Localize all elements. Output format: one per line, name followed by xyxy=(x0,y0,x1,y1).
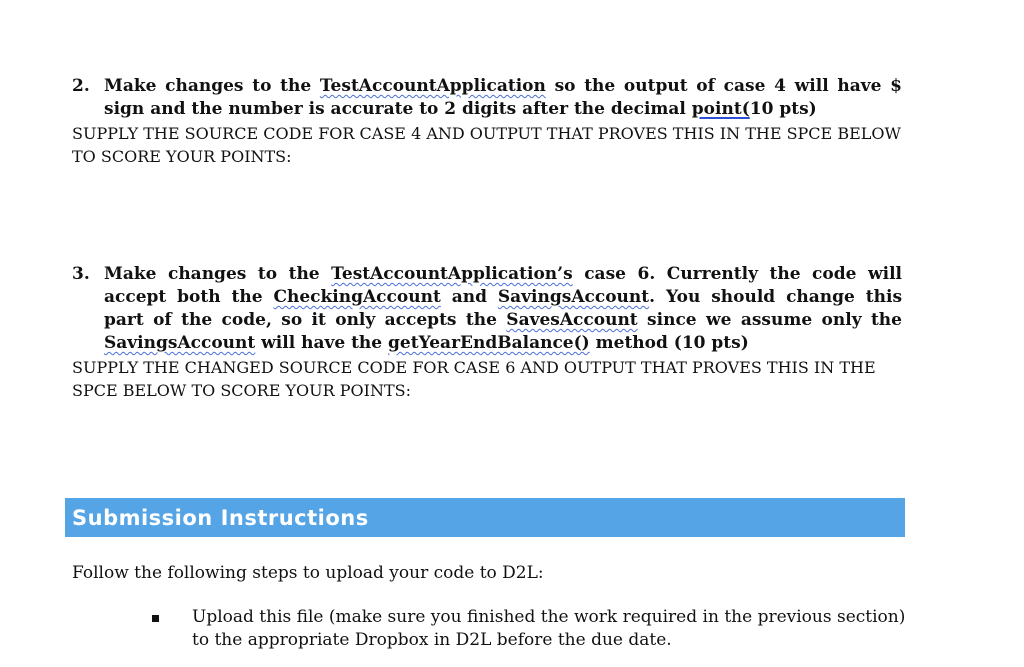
square-bullet-icon xyxy=(150,606,192,652)
q3-seg2: and xyxy=(440,287,498,307)
question-3-text xyxy=(104,263,902,355)
list-item xyxy=(150,606,910,652)
q2-tail-word: point( xyxy=(691,99,750,119)
question-2-text xyxy=(104,75,902,121)
submission-banner xyxy=(65,498,905,537)
question-3 xyxy=(72,263,902,402)
q3-seg5: will have the xyxy=(255,333,389,353)
q3-savings-account-2: SavingsAccount xyxy=(104,333,256,353)
submission-intro: Follow the following steps to upload your code to D2L: xyxy=(72,563,544,583)
q3-pre: Make changes to the xyxy=(104,264,332,284)
q3-seg6: method (10 pts) xyxy=(589,333,749,353)
q3-saves-account: SavesAccount xyxy=(506,310,638,330)
question-2 xyxy=(72,75,902,168)
q2-tail: 10 pts) xyxy=(749,99,817,119)
question-3-supply-instruction: SUPPLY THE CHANGED SOURCE CODE FOR CASE 6 AND OUTPUT THAT PROVES THIS IN THE SPCE BELOW TO SCORE YOUR POINTS: xyxy=(72,358,876,400)
bullet-text: Upload this file (make sure you finished the work required in the previous section) to the appropriate Dropbox in D2L before the due date. xyxy=(192,607,906,650)
q3-seg1: case 6. Currently the code will accept both the xyxy=(104,264,903,307)
q3-method-name: getYearEndBalance() xyxy=(388,333,590,353)
q3-seg3: . You should change this part of the code, so it only accepts the xyxy=(104,287,903,330)
question-2-number: 2. xyxy=(72,76,90,96)
q3-checking-account: CheckingAccount xyxy=(273,287,441,307)
q2-mid: so the output of case 4 will have $ sign and the number is accurate to 2 digits after the decimal xyxy=(104,76,902,119)
submission-title: Submission Instructions xyxy=(72,506,369,530)
q3-seg4: since we assume only the xyxy=(637,310,902,330)
q2-pre: Make changes to the xyxy=(104,76,320,96)
question-3-number: 3. xyxy=(72,264,90,284)
q3-savings-account-1: SavingsAccount xyxy=(497,287,650,307)
q3-class-name: TestAccountApplication’s xyxy=(331,264,573,284)
q2-class-name: TestAccountApplication xyxy=(319,76,546,96)
question-3-header xyxy=(72,263,902,355)
question-2-supply-instruction: SUPPLY THE SOURCE CODE FOR CASE 4 AND OUTPUT THAT PROVES THIS IN THE SPCE BELOW TO SCORE YOUR POINTS: xyxy=(72,124,901,166)
question-2-header xyxy=(72,75,902,121)
